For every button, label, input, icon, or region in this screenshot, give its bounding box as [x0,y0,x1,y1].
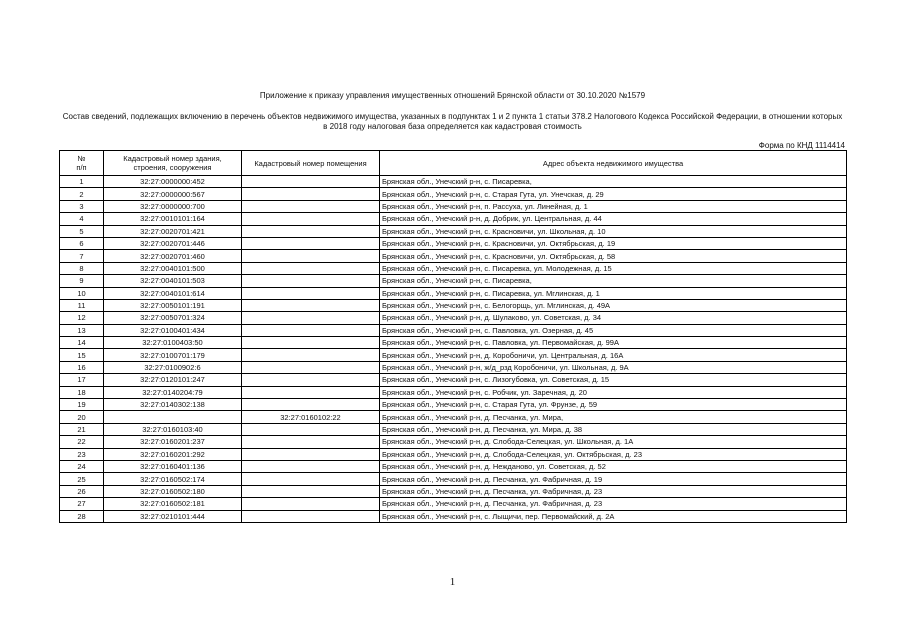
property-address: Брянская обл., Унечский р-н, д. Шулаково, ул. Советская, д. 34 [380,312,847,324]
room-cadastral-number [242,275,380,287]
property-address: Брянская обл., Унечский р-н, с. Писаревка, ул. Мглинская, д. 1 [380,287,847,299]
building-cadastral-number: 32:27:0040101:503 [104,275,242,287]
property-address: Брянская обл., Унечский р-н, д. Слобода-Селецкая, ул. Октябрьская, д. 23 [380,448,847,460]
row-number: 10 [60,287,104,299]
building-cadastral-number: 32:27:0210101:444 [104,510,242,522]
row-number: 18 [60,386,104,398]
room-cadastral-number: 32:27:0160102:22 [242,411,380,423]
room-cadastral-number [242,374,380,386]
building-cadastral-number: 32:27:0050701:324 [104,312,242,324]
property-address: Брянская обл., Унечский р-н, с. Писаревка, ул. Молодежная, д. 15 [380,262,847,274]
room-cadastral-number [242,386,380,398]
building-cadastral-number: 32:27:0140302:138 [104,399,242,411]
property-address: Брянская обл., Унечский р-н, с. Писаревка, [380,176,847,188]
room-cadastral-number [242,349,380,361]
row-number: 15 [60,349,104,361]
table-row [60,510,847,522]
room-cadastral-number [242,485,380,497]
table-row [60,374,847,386]
property-address: Брянская обл., Унечский р-н, с. Павловка, ул. Озерная, д. 45 [380,324,847,336]
property-address: Брянская обл., Унечский р-н, с. Красновичи, ул. Октябрьская, д. 19 [380,237,847,249]
table-row [60,485,847,497]
property-address: Брянская обл., Унечский р-н, с. Павловка, ул. Первомайская, д. 99А [380,337,847,349]
row-number: 20 [60,411,104,423]
building-cadastral-number [104,411,242,423]
property-address: Брянская обл., Унечский р-н, д. Песчанка, ул. Фабричная, д. 23 [380,485,847,497]
row-number: 13 [60,324,104,336]
table-row [60,287,847,299]
table-row [60,448,847,460]
property-address: Брянская обл., Унечский р-н, с. Старая Гута, ул. Унечская, д. 29 [380,188,847,200]
room-cadastral-number [242,510,380,522]
property-address: Брянская обл., Унечский р-н, д. Коробоничи, ул. Центральная, д. 16А [380,349,847,361]
room-cadastral-number [242,324,380,336]
building-cadastral-number: 32:27:0040101:614 [104,287,242,299]
building-cadastral-number: 32:27:0020701:446 [104,237,242,249]
row-number: 14 [60,337,104,349]
building-cadastral-number: 32:27:0100401:434 [104,324,242,336]
building-cadastral-number: 32:27:0000000:567 [104,188,242,200]
property-address: Брянская обл., Унечский р-н, с. Лыщичи, пер. Первомайский, д. 2А [380,510,847,522]
table-row [60,460,847,472]
room-cadastral-number [242,361,380,373]
table-header-row [60,151,847,176]
table-row [60,399,847,411]
table-row [60,299,847,311]
room-cadastral-number [242,473,380,485]
table-row [60,423,847,435]
row-number: 12 [60,312,104,324]
table-row [60,213,847,225]
room-cadastral-number [242,448,380,460]
room-cadastral-number [242,287,380,299]
row-number: 21 [60,423,104,435]
property-address: Брянская обл., Унечский р-н, с. Красновичи, ул. Школьная, д. 10 [380,225,847,237]
row-number: 1 [60,176,104,188]
property-address: Брянская обл., Унечский р-н, д. Слобода-Селецкая, ул. Школьная, д. 1А [380,436,847,448]
row-number: 25 [60,473,104,485]
row-number: 23 [60,448,104,460]
row-number: 7 [60,250,104,262]
table-row [60,250,847,262]
property-address: Брянская обл., Унечский р-н, д. Песчанка, ул. Фабричная, д. 19 [380,473,847,485]
room-cadastral-number [242,200,380,212]
property-address: Брянская обл., Унечский р-н, с. Красновичи, ул. Октябрьская, д. 58 [380,250,847,262]
table-row [60,275,847,287]
table-row [60,188,847,200]
row-number: 6 [60,237,104,249]
row-number: 3 [60,200,104,212]
room-cadastral-number [242,262,380,274]
building-cadastral-number: 32:27:0140204:79 [104,386,242,398]
table-row [60,237,847,249]
room-cadastral-number [242,436,380,448]
table-row [60,337,847,349]
building-cadastral-number: 32:27:0000000:452 [104,176,242,188]
property-address: Брянская обл., Унечский р-н, с. Старая Гута, ул. Фрунзе, д. 59 [380,399,847,411]
room-cadastral-number [242,312,380,324]
room-cadastral-number [242,337,380,349]
building-cadastral-number: 32:27:0020701:460 [104,250,242,262]
row-number: 16 [60,361,104,373]
row-number: 4 [60,213,104,225]
building-cadastral-number: 32:27:0160502:174 [104,473,242,485]
row-number: 27 [60,498,104,510]
property-address: Брянская обл., Унечский р-н, ж/д_рзд Коробоничи, ул. Школьная, д. 9А [380,361,847,373]
table-row [60,498,847,510]
row-number: 11 [60,299,104,311]
building-cadastral-number: 32:27:0040101:500 [104,262,242,274]
table-row [60,349,847,361]
row-number: 5 [60,225,104,237]
table-row [60,200,847,212]
appendix-line: Приложение к приказу управления имущественных отношений Брянской области от 30.10.2020 №1579 [259,91,646,100]
room-cadastral-number [242,250,380,262]
row-number: 28 [60,510,104,522]
building-cadastral-number: 32:27:0160502:180 [104,485,242,497]
building-cadastral-number: 32:27:0100403:50 [104,337,242,349]
table-row [60,386,847,398]
row-number: 8 [60,262,104,274]
property-address: Брянская обл., Унечский р-н, д. Песчанка, ул. Мира, д. 38 [380,423,847,435]
row-number: 17 [60,374,104,386]
room-cadastral-number [242,188,380,200]
table-row [60,436,847,448]
table-row [60,312,847,324]
room-cadastral-number [242,399,380,411]
property-address: Брянская обл., Унечский р-н, с. Писаревка, [380,275,847,287]
building-cadastral-number: 32:27:0160502:181 [104,498,242,510]
property-address: Брянская обл., Унечский р-н, д. Песчанка, ул. Фабричная, д. 23 [380,498,847,510]
property-address: Брянская обл., Унечский р-н, д. Добрик, ул. Центральная, д. 44 [380,213,847,225]
building-cadastral-number: 32:27:0160201:292 [104,448,242,460]
col-header-number-label: № п/п [76,154,87,172]
form-code: Форма по КНД 1114414 [758,141,845,150]
room-cadastral-number [242,176,380,188]
building-cadastral-number: 32:27:0050101:191 [104,299,242,311]
building-cadastral-number: 32:27:0100902:6 [104,361,242,373]
col-header-address: Адрес объекта недвижимого имущества [380,151,847,176]
property-address: Брянская обл., Унечский р-н, с. Белогорщь, ул. Мглинская, д. 49А [380,299,847,311]
property-address: Брянская обл., Унечский р-н, с. Лизогубовка, ул. Советская, д. 15 [380,374,847,386]
table-row [60,225,847,237]
building-cadastral-number: 32:27:0160401:136 [104,460,242,472]
property-address: Брянская обл., Унечский р-н, с. Робчик, ул. Заречная, д. 20 [380,386,847,398]
building-cadastral-number: 32:27:0120101:247 [104,374,242,386]
table-row [60,361,847,373]
col-header-building-cadastral: Кадастровый номер здания, строения, сооружения [104,151,242,176]
col-header-room-cadastral: Кадастровый номер помещения [242,151,380,176]
room-cadastral-number [242,213,380,225]
building-cadastral-number: 32:27:0020701:421 [104,225,242,237]
table-row [60,176,847,188]
property-address: Брянская обл., Унечский р-н, д. Нежданово, ул. Советская, д. 52 [380,460,847,472]
table-row [60,324,847,336]
row-number: 2 [60,188,104,200]
row-number: 19 [60,399,104,411]
room-cadastral-number [242,225,380,237]
room-cadastral-number [242,299,380,311]
building-cadastral-number: 32:27:0100701:179 [104,349,242,361]
col-header-number [60,151,104,176]
room-cadastral-number [242,237,380,249]
table-row [60,411,847,423]
building-cadastral-number: 32:27:0010101:164 [104,213,242,225]
room-cadastral-number [242,460,380,472]
property-table [59,150,847,523]
row-number: 24 [60,460,104,472]
table-row [60,473,847,485]
page-number: 1 [449,576,456,588]
row-number: 22 [60,436,104,448]
property-address: Брянская обл., Унечский р-н, д. Песчанка, ул. Мира, [380,411,847,423]
building-cadastral-number: 32:27:0160103:40 [104,423,242,435]
table-row [60,262,847,274]
building-cadastral-number: 32:27:0160201:237 [104,436,242,448]
row-number: 9 [60,275,104,287]
room-cadastral-number [242,498,380,510]
row-number: 26 [60,485,104,497]
property-address: Брянская обл., Унечский р-н, п. Рассуха, ул. Линейная, д. 1 [380,200,847,212]
document-description: Состав сведений, подлежащих включению в перечень объектов недвижимого имущества, указанных в подпунктах 1 и 2 пункта 1 статьи 378.2 Налогового Кодекса Российской Федерации, в отношении которых в 2018 году налоговая база определяется как кадастровая стоимость [62,112,843,131]
room-cadastral-number [242,423,380,435]
building-cadastral-number: 32:27:0000000:700 [104,200,242,212]
